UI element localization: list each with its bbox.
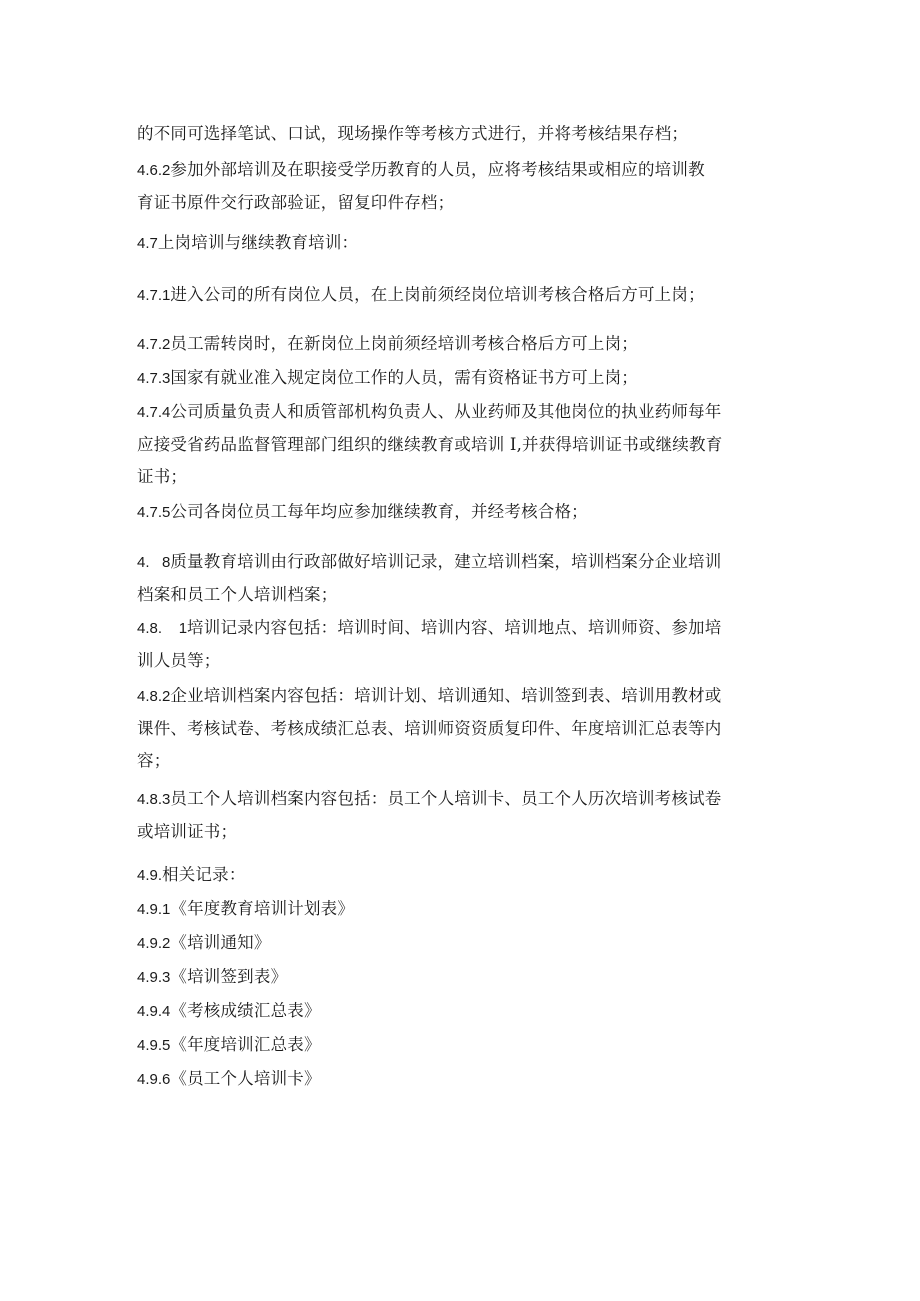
paragraph-text: 上岗培训与继续教育培训： xyxy=(157,233,359,252)
paragraph-4-9-4 xyxy=(137,995,787,1028)
paragraph-text: 质量教育培训由行政部做好培训记录，建立培训档案，培训档案分企业培训 xyxy=(170,552,722,571)
paragraph-text: 进入公司的所有岗位人员，在上岗前须经岗位培训考核合格后方可上岗； xyxy=(170,285,705,304)
paragraph-line xyxy=(137,783,787,816)
paragraph-text: 《员工个人培训卡》 xyxy=(170,1069,321,1088)
paragraph-text: 《年度培训汇总表》 xyxy=(170,1035,321,1054)
paragraph-text: 参加外部培训及在职接受学历教育的人员，应将考核结果或相应的培训教 xyxy=(170,160,705,179)
paragraph-line xyxy=(137,961,787,994)
paragraph-line xyxy=(137,612,787,645)
paragraph-text: 员工个人培训档案内容包括：员工个人培训卡、员工个人历次培训考核试卷 xyxy=(170,789,722,808)
section-number: 4.9.6 xyxy=(137,1071,171,1088)
paragraph-line xyxy=(137,745,787,777)
paragraph-text: 档案和员工个人培训档案； xyxy=(137,585,338,604)
paragraph-line xyxy=(137,645,787,677)
paragraph-text: 企业培训档案内容包括：培训计划、培训通知、培训签到表、培训用教材或 xyxy=(170,686,722,705)
paragraph-text: 证书； xyxy=(137,467,188,486)
paragraph-4-9-1 xyxy=(137,893,787,926)
paragraph-line xyxy=(137,461,787,493)
section-number: 4. 8 xyxy=(137,554,171,571)
paragraph-line xyxy=(137,927,787,960)
section-number: 4.9.5 xyxy=(137,1037,171,1054)
paragraph-text: 相关记录： xyxy=(162,865,246,884)
paragraph-line xyxy=(137,227,787,260)
section-number: 4.7 xyxy=(137,235,158,252)
paragraph-4-7 xyxy=(137,227,787,260)
paragraph-4-7-2 xyxy=(137,328,787,361)
paragraph-line xyxy=(137,279,787,312)
paragraph-text: 训人员等； xyxy=(137,651,221,670)
paragraph-line xyxy=(137,154,787,187)
paragraph-4-7-5 xyxy=(137,496,787,529)
paragraph-line xyxy=(137,328,787,361)
paragraph-4-8-1 xyxy=(137,612,787,677)
paragraph-text: 《培训通知》 xyxy=(170,933,271,952)
paragraph-text: 课件、考核试卷、考核成绩汇总表、培训师资资质复印件、年度培训汇总表等内 xyxy=(137,719,722,738)
paragraph-text: 国家有就业准入规定岗位工作的人员，需有资格证书方可上岗； xyxy=(170,368,638,387)
paragraph-text: 《年度教育培训计划表》 xyxy=(170,899,355,918)
section-number: 4.7.5 xyxy=(137,504,171,521)
paragraph-line xyxy=(137,893,787,926)
paragraph-line xyxy=(137,859,787,892)
section-number: 4.7.1 xyxy=(137,287,171,304)
paragraph-line xyxy=(137,579,787,611)
paragraph-text: 员工需转岗时，在新岗位上岗前须经培训考核合格后方可上岗； xyxy=(170,334,638,353)
paragraph-text: 公司质量负责人和质管部机构负责人、从业药师及其他岗位的执业药师每年 xyxy=(170,402,722,421)
paragraph-line xyxy=(137,546,787,579)
section-number: 4.8.2 xyxy=(137,688,171,705)
paragraph-4-9-3 xyxy=(137,961,787,994)
paragraph-line xyxy=(137,396,787,429)
paragraph-line xyxy=(137,118,787,150)
paragraph-line xyxy=(137,187,787,219)
paragraph-text: 或培训证书； xyxy=(137,822,238,841)
paragraph-text: 《培训签到表》 xyxy=(170,967,288,986)
section-number: 4.7.2 xyxy=(137,336,171,353)
paragraph-line xyxy=(137,995,787,1028)
section-number: 4.6.2 xyxy=(137,162,171,179)
paragraph-text: 《考核成绩汇总表》 xyxy=(170,1001,321,1020)
paragraph-4-8-2 xyxy=(137,680,787,777)
paragraph-line xyxy=(137,362,787,395)
section-number: 4.9.2 xyxy=(137,935,171,952)
paragraph-line xyxy=(137,713,787,745)
paragraph-line xyxy=(137,429,787,461)
paragraph-line xyxy=(137,1029,787,1062)
paragraph-4-9-2 xyxy=(137,927,787,960)
paragraph-4-9-6 xyxy=(137,1063,787,1096)
paragraph-text: 培训记录内容包括：培训时间、培训内容、培训地点、培训师资、参加培 xyxy=(187,618,722,637)
section-number: 4.9.1 xyxy=(137,901,171,918)
paragraph-4-7-3 xyxy=(137,362,787,395)
paragraph-line xyxy=(137,496,787,529)
paragraph-text: 公司各岗位员工每年均应参加继续教育，并经考核合格； xyxy=(170,502,588,521)
paragraph-4-9 xyxy=(137,859,787,892)
section-number: 4.8.3 xyxy=(137,791,171,808)
paragraph-line xyxy=(137,1063,787,1096)
paragraph-text: 容； xyxy=(137,751,171,770)
paragraph-text: 应接受省药品监督管理部门组织的继续教育或培训 I,并获得培训证书或继续教育 xyxy=(137,435,723,454)
paragraph-4-6-2 xyxy=(137,154,787,219)
paragraph-4-8 xyxy=(137,546,787,611)
paragraph-cont xyxy=(137,118,787,150)
section-number: 4.9.3 xyxy=(137,969,171,986)
paragraph-4-7-1 xyxy=(137,279,787,312)
paragraph-text: 育证书原件交行政部验证，留复印件存档； xyxy=(137,193,455,212)
paragraph-line xyxy=(137,680,787,713)
paragraph-text: 的不同可选择笔试、口试，现场操作等考核方式进行，并将考核结果存档； xyxy=(137,124,689,143)
section-number: 4.7.4 xyxy=(137,404,171,421)
paragraph-4-8-3 xyxy=(137,783,787,848)
section-number: 4.9. xyxy=(137,867,163,884)
section-number: 4.8. 1 xyxy=(137,620,188,637)
paragraph-4-7-4 xyxy=(137,396,787,493)
paragraph-line xyxy=(137,816,787,848)
paragraph-4-9-5 xyxy=(137,1029,787,1062)
section-number: 4.9.4 xyxy=(137,1003,171,1020)
section-number: 4.7.3 xyxy=(137,370,171,387)
